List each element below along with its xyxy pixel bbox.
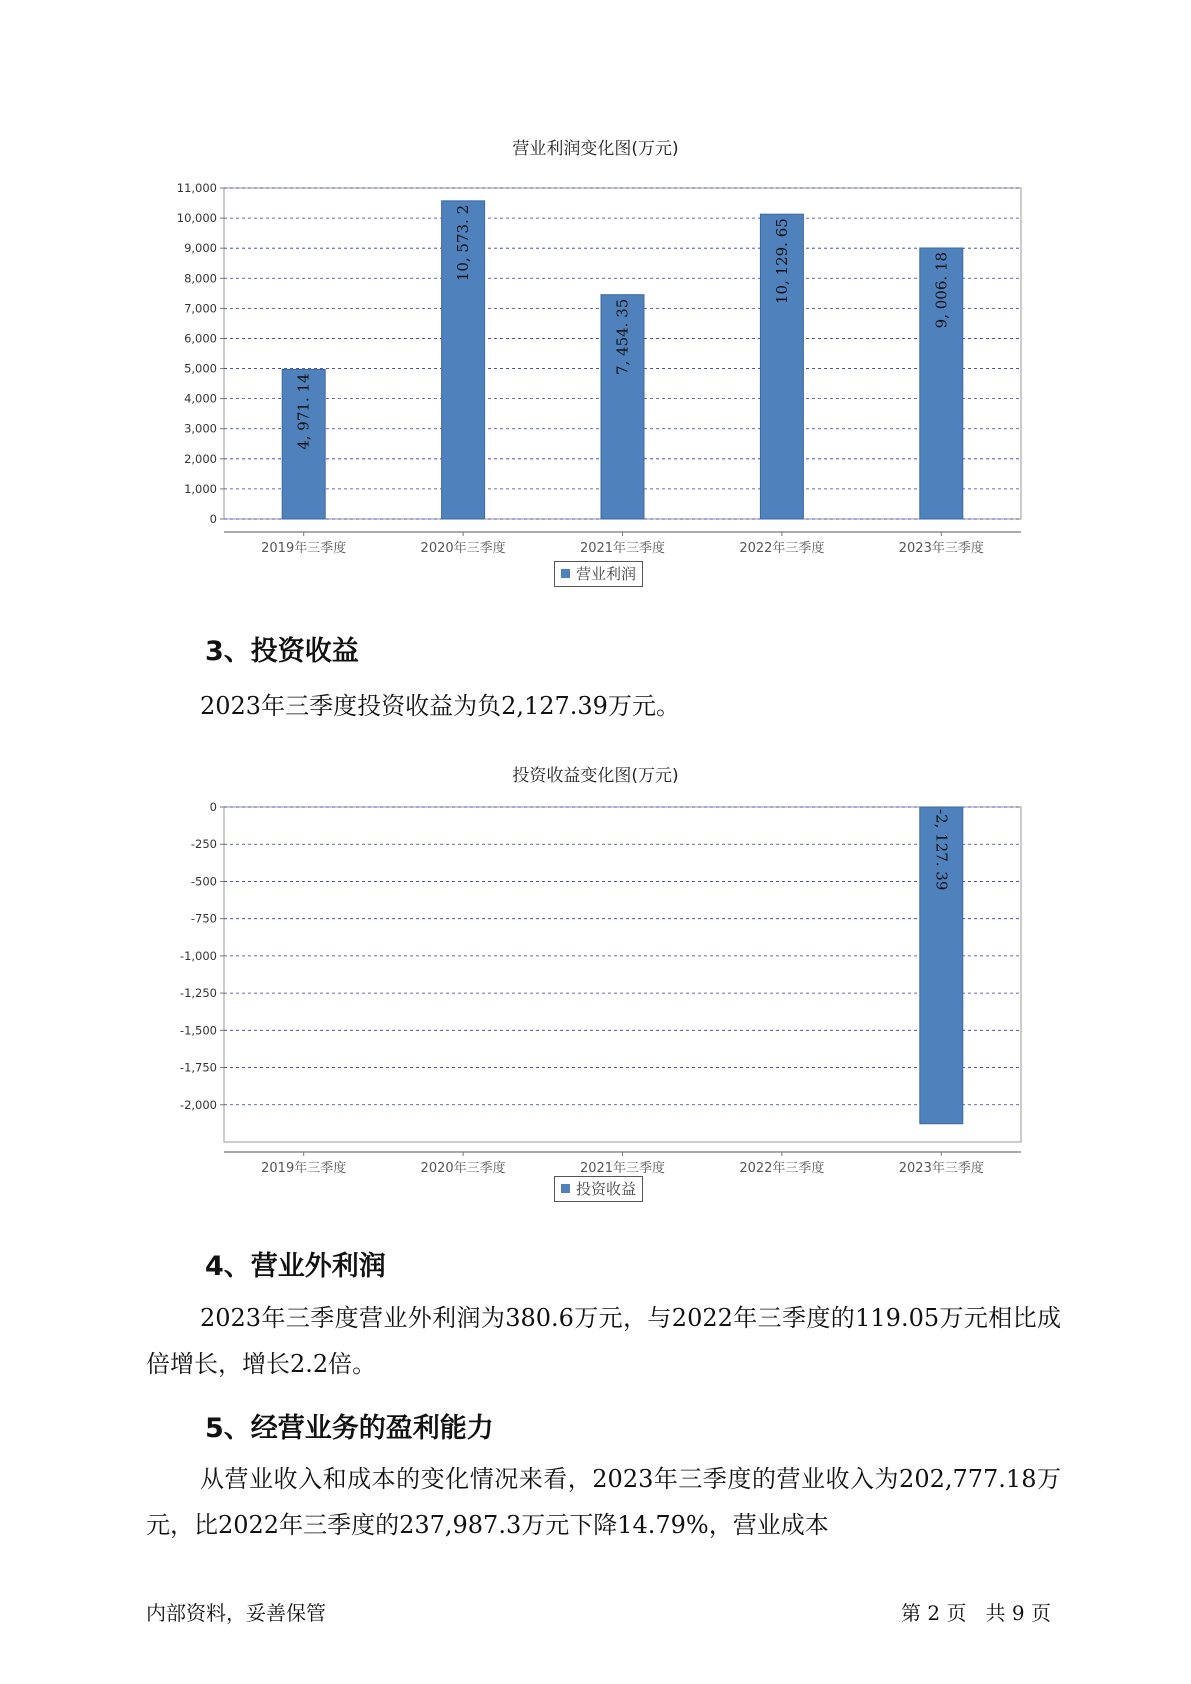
- y-tick-label: 1,000: [184, 481, 217, 496]
- y-tick-label: -1,250: [179, 986, 217, 1001]
- chart2-legend-label: 投资收益: [576, 1180, 637, 1198]
- investment-income-chart: [0, 790, 1191, 1180]
- section-heading-profitability: 5、经营业务的盈利能力: [205, 1413, 494, 1444]
- y-tick-label: -1,500: [179, 1023, 217, 1038]
- bar-value-label: 4, 971. 14: [294, 373, 313, 450]
- y-tick-label: 6,000: [184, 331, 217, 346]
- footer-confidential: 内部资料，妥善保管: [146, 1601, 326, 1625]
- y-tick-label: 7,000: [184, 301, 217, 316]
- bar-value-label: 7, 454. 35: [613, 298, 632, 376]
- y-tick-label: -1,000: [179, 948, 217, 963]
- legend-swatch: [561, 569, 570, 578]
- y-tick-label: -1,750: [179, 1060, 217, 1075]
- y-tick-label: 11,000: [176, 181, 217, 195]
- y-tick-label: -250: [190, 837, 217, 852]
- y-tick-label: -500: [190, 874, 217, 889]
- y-tick-label: 5,000: [184, 361, 217, 376]
- chart2-legend: [554, 1176, 643, 1202]
- chart1-legend: [554, 561, 643, 587]
- section-heading-investment: 3、投资收益: [205, 636, 359, 667]
- chart2-title: 投资收益变化图(万元): [512, 766, 679, 786]
- section-text-profitability: 从营业收入和成本的变化情况来看，2023年三季度的营业收入为202,777.18万元，比2022年三季度的237,987.3万元下降14.79%，营业成本: [146, 1465, 1061, 1539]
- bar-value-label: 10, 573. 2: [454, 204, 473, 282]
- chart1-title: 营业利润变化图(万元): [512, 139, 679, 159]
- x-tick-label: 2022年三季度: [739, 1161, 825, 1176]
- y-tick-label: 2,000: [184, 451, 217, 466]
- section-text-non-operating: 2023年三季度营业外利润为380.6万元，与2022年三季度的119.05万元相比成倍增长，增长2.2倍。: [146, 1304, 1061, 1378]
- bar-value-label: 10, 129. 65: [772, 218, 791, 305]
- y-tick-label: 10,000: [176, 211, 217, 226]
- x-tick-label: 2023年三季度: [898, 1161, 984, 1176]
- legend-swatch: [561, 1184, 570, 1193]
- y-tick-label: 8,000: [184, 271, 217, 286]
- x-tick-label: 2022年三季度: [739, 541, 825, 556]
- y-tick-label: 4,000: [184, 391, 217, 406]
- section-heading-non-operating: 4、营业外利润: [205, 1251, 386, 1282]
- section-text-investment: 2023年三季度投资收益为负2,127.39万元。: [200, 692, 680, 720]
- bar-value-label: 9, 006. 18: [932, 251, 951, 329]
- chart1-legend-label: 营业利润: [576, 565, 637, 583]
- x-tick-label: 2021年三季度: [579, 541, 666, 556]
- y-tick-label: -750: [190, 911, 217, 926]
- operating-profit-chart: [0, 160, 1191, 560]
- y-tick-label: 0: [209, 800, 217, 814]
- x-tick-label: 2021年三季度: [579, 1161, 666, 1176]
- x-tick-label: 2020年三季度: [420, 541, 506, 556]
- y-tick-label: 3,000: [184, 421, 217, 436]
- footer-page-number: 第 2 页 共 9 页: [901, 1601, 1051, 1625]
- y-tick-label: 0: [209, 512, 217, 526]
- x-tick-label: 2019年三季度: [261, 1161, 347, 1176]
- y-tick-label: 9,000: [184, 241, 217, 256]
- x-tick-label: 2020年三季度: [420, 1161, 506, 1176]
- bar-value-label: -2, 127. 39: [932, 809, 951, 891]
- plot-frame: [224, 807, 1021, 1142]
- y-tick-label: -2,000: [179, 1097, 217, 1112]
- x-tick-label: 2023年三季度: [898, 541, 984, 556]
- x-tick-label: 2019年三季度: [261, 541, 347, 556]
